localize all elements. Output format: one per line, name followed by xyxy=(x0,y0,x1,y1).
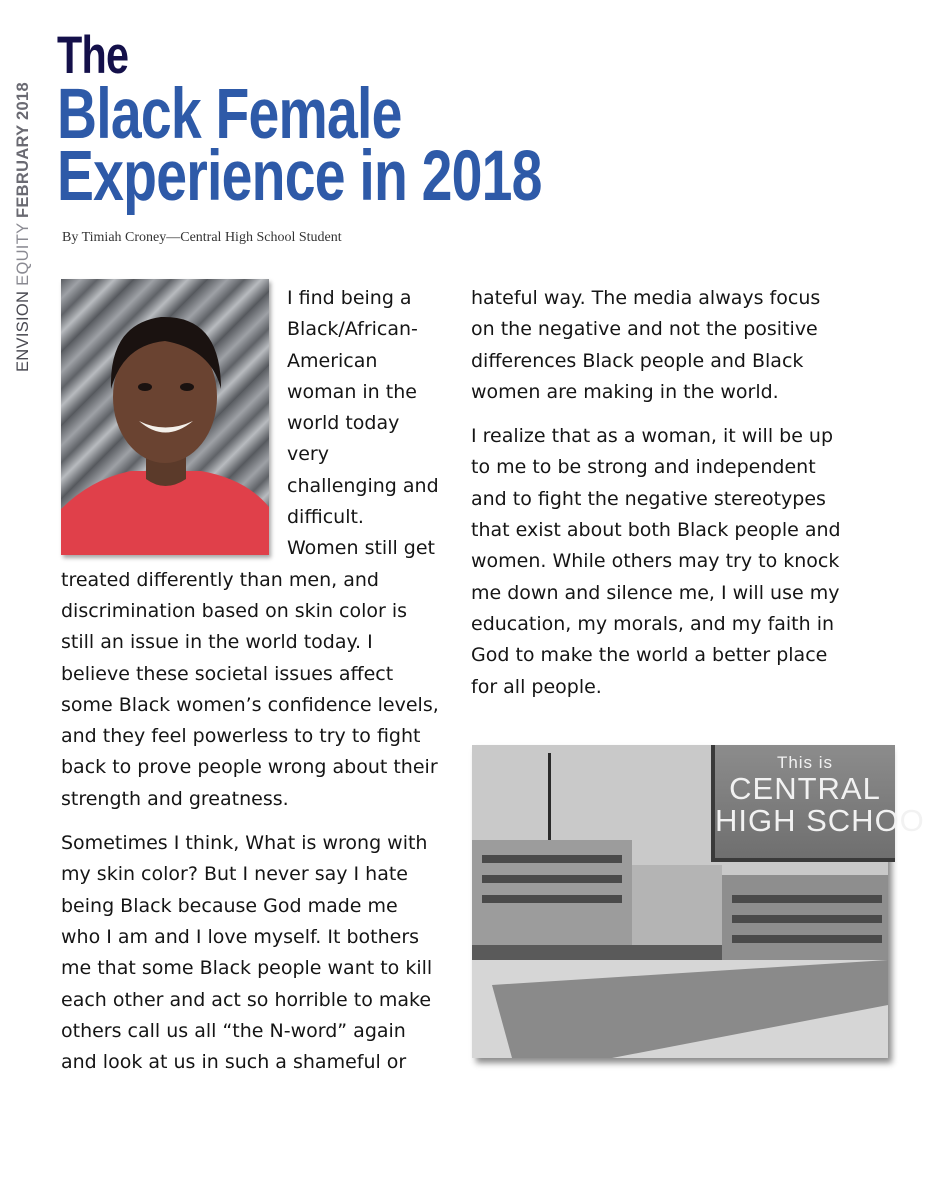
portrait-icon xyxy=(61,279,269,555)
left-paragraph-2: Sometimes I think, What is wrong with my skin color? But I never say I hate being Black because God made me who I am and I love myself. It bothers me that some Black people want to kill each other and act so horrible to make others call us all “the N-word” again and look at us in such a shameful or xyxy=(61,832,433,1074)
student-portrait-image xyxy=(61,279,269,555)
sign-line-2: CENTRAL xyxy=(729,771,881,806)
title-line-1: The xyxy=(57,26,129,85)
title-line-3: Experience in 2018 xyxy=(57,137,542,216)
title-line-2: Black Female xyxy=(57,75,402,154)
left-paragraph-1: I find being a Black/African-American woman in the world today very challenging and difficult. Women still get treated differently than men, and discrimination based on skin color is still an issue in the world today. I believe these societal issues affect some Black women’s confidence levels, and they feel powerless to try to fight back to prove people wrong about their strength and greatness. xyxy=(61,287,439,810)
school-building-image xyxy=(472,745,925,1058)
sidebar-masthead xyxy=(14,82,33,372)
sidebar-date: FEBRUARY 2018 xyxy=(14,82,32,219)
sidebar-equity: EQUITY xyxy=(14,222,32,286)
left-column xyxy=(61,283,439,1091)
right-paragraph-2: I realize that as a woman, it will be up to me to be strong and independent and to fight the negative stereotypes that exist about both Black people and women. While others may try to knock me down and silence me, I will use my education, my morals, and my faith in God to make the world a better place for all people. xyxy=(471,425,841,698)
sidebar-envision: ENVISION xyxy=(14,290,32,372)
article-title xyxy=(57,26,678,216)
sign-line-3: HIGH SCHOO xyxy=(715,803,925,838)
central-high-sign xyxy=(711,745,925,862)
sign-line-1: This is xyxy=(776,753,834,772)
byline: By Timiah Croney—Central High School Student xyxy=(62,230,342,245)
right-column xyxy=(471,283,847,716)
right-paragraph-1: hateful way. The media always focus on the negative and not the positive differences Black people and Black women are making in the world. xyxy=(471,287,821,403)
